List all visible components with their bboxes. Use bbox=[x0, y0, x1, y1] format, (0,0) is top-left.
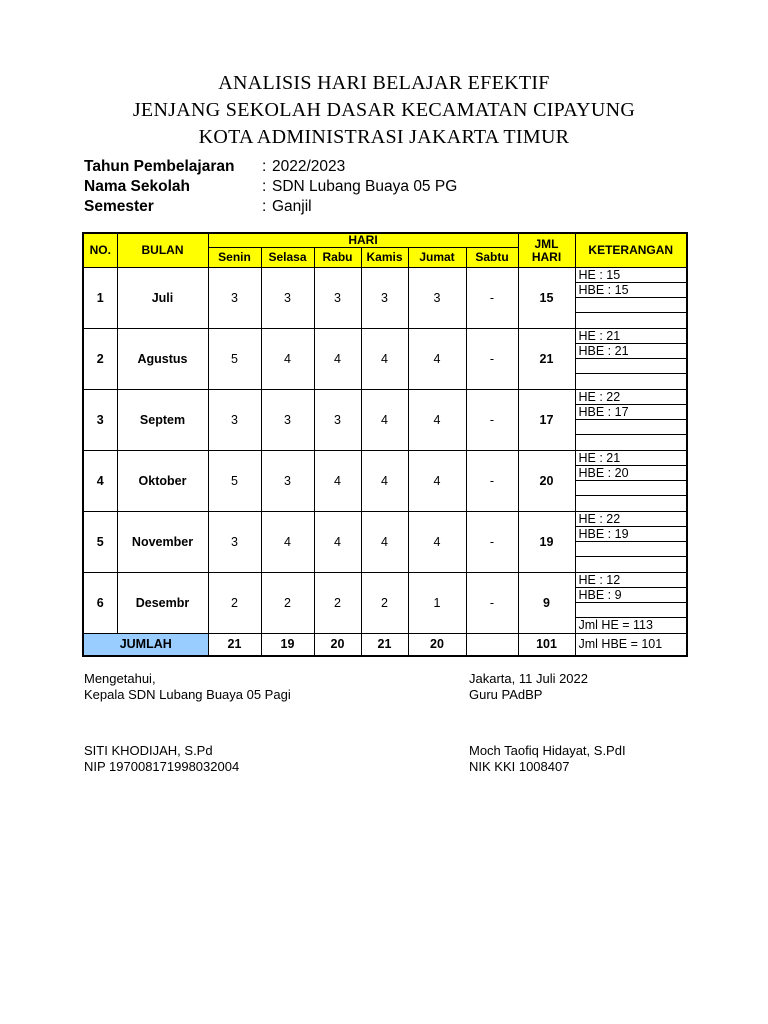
row-no: 1 bbox=[83, 268, 117, 329]
ket-line bbox=[576, 298, 687, 313]
total-label: JUMLAH bbox=[83, 634, 208, 656]
row-month: Desembr bbox=[117, 573, 208, 634]
signature-left-name: SITI KHODIJAH, S.Pd bbox=[84, 743, 213, 758]
info-colon: : bbox=[262, 158, 267, 175]
info-row-year bbox=[84, 157, 457, 177]
signature-left-line2: Kepala SDN Lubang Buaya 05 Pagi bbox=[84, 687, 291, 702]
row-jml-hari: 20 bbox=[518, 451, 575, 512]
ket-line: HBE : 19 bbox=[576, 527, 687, 542]
row-day-value: 4 bbox=[361, 451, 408, 512]
row-day-value: 4 bbox=[408, 390, 466, 451]
signature-right-line2: Guru PAdBP bbox=[469, 687, 543, 702]
row-day-value: - bbox=[466, 268, 518, 329]
ket-line bbox=[576, 359, 687, 374]
row-day-value: 3 bbox=[408, 268, 466, 329]
info-value: SDN Lubang Buaya 05 PG bbox=[272, 178, 458, 195]
row-day-value: 4 bbox=[261, 329, 314, 390]
total-day-value: 20 bbox=[408, 634, 466, 656]
row-no: 2 bbox=[83, 329, 117, 390]
row-day-value: 4 bbox=[314, 329, 361, 390]
row-keterangan bbox=[575, 268, 687, 329]
ket-line bbox=[576, 435, 687, 450]
row-keterangan bbox=[575, 451, 687, 512]
row-day-value: 4 bbox=[361, 329, 408, 390]
row-month: Juli bbox=[117, 268, 208, 329]
row-day-value: 4 bbox=[361, 512, 408, 573]
row-jml-hari: 19 bbox=[518, 512, 575, 573]
row-day-value: - bbox=[466, 451, 518, 512]
row-jml-hari: 9 bbox=[518, 573, 575, 634]
title-line-2: JENJANG SEKOLAH DASAR KECAMATAN CIPAYUNG bbox=[132, 99, 636, 121]
school-info bbox=[84, 157, 457, 217]
header-hari: HARI bbox=[208, 233, 518, 248]
header-jml-line1: JML bbox=[534, 236, 559, 251]
row-month: Agustus bbox=[117, 329, 208, 390]
signature-right-id: NIK KKI 1008407 bbox=[469, 759, 570, 774]
header-day-sabtu: Sabtu bbox=[466, 248, 518, 268]
row-month: November bbox=[117, 512, 208, 573]
info-colon: : bbox=[262, 198, 267, 215]
row-day-value: 3 bbox=[361, 268, 408, 329]
row-day-value: - bbox=[466, 329, 518, 390]
row-keterangan bbox=[575, 329, 687, 390]
info-value: 2022/2023 bbox=[272, 158, 346, 175]
row-day-value: - bbox=[466, 573, 518, 634]
header-jml-hari bbox=[518, 233, 575, 268]
info-label: Nama Sekolah bbox=[84, 178, 190, 195]
info-label: Tahun Pembelajaran bbox=[84, 158, 235, 175]
table-row bbox=[83, 573, 687, 634]
info-colon: : bbox=[262, 178, 267, 195]
row-day-value: 3 bbox=[208, 512, 261, 573]
effective-days-table bbox=[82, 232, 688, 657]
row-day-value: 4 bbox=[408, 329, 466, 390]
row-day-value: 3 bbox=[208, 390, 261, 451]
row-month: Oktober bbox=[117, 451, 208, 512]
total-day-value: 19 bbox=[261, 634, 314, 656]
signature-right-name: Moch Taofiq Hidayat, S.PdI bbox=[469, 743, 626, 758]
row-jml-hari: 17 bbox=[518, 390, 575, 451]
table-row bbox=[83, 451, 687, 512]
header-day-rabu: Rabu bbox=[314, 248, 361, 268]
ket-line bbox=[576, 420, 687, 435]
table-row bbox=[83, 329, 687, 390]
signature-left-identity bbox=[84, 743, 239, 775]
row-day-value: - bbox=[466, 512, 518, 573]
row-no: 3 bbox=[83, 390, 117, 451]
table-row bbox=[83, 512, 687, 573]
row-month: Septem bbox=[117, 390, 208, 451]
ket-line bbox=[576, 603, 687, 618]
row-day-value: 3 bbox=[314, 390, 361, 451]
table-row bbox=[83, 268, 687, 329]
total-day-value: 20 bbox=[314, 634, 361, 656]
row-day-value: 5 bbox=[208, 329, 261, 390]
header-bulan: BULAN bbox=[117, 233, 208, 268]
ket-line: HBE : 9 bbox=[576, 588, 687, 603]
total-keterangan: Jml HBE = 101 bbox=[575, 634, 687, 656]
ket-line bbox=[576, 313, 687, 328]
ket-line: HBE : 20 bbox=[576, 466, 687, 481]
ket-line bbox=[576, 557, 687, 572]
row-day-value: 3 bbox=[208, 268, 261, 329]
total-day-value: 21 bbox=[208, 634, 261, 656]
row-day-value: 3 bbox=[261, 268, 314, 329]
title-line-3: KOTA ADMINISTRASI JAKARTA TIMUR bbox=[198, 126, 570, 148]
ket-line: HE : 22 bbox=[576, 512, 687, 527]
signature-left-line1: Mengetahui, bbox=[84, 671, 156, 686]
ket-line bbox=[576, 481, 687, 496]
row-no: 6 bbox=[83, 573, 117, 634]
ket-line: HBE : 21 bbox=[576, 344, 687, 359]
header-day-kamis: Kamis bbox=[361, 248, 408, 268]
total-row bbox=[83, 634, 687, 656]
row-day-value: - bbox=[466, 390, 518, 451]
ket-line: HBE : 17 bbox=[576, 405, 687, 420]
ket-line: HE : 22 bbox=[576, 390, 687, 405]
signature-right-header bbox=[469, 671, 588, 703]
info-row-school bbox=[84, 177, 457, 197]
row-day-value: 4 bbox=[261, 512, 314, 573]
row-day-value: 4 bbox=[408, 451, 466, 512]
row-no: 4 bbox=[83, 451, 117, 512]
ket-line: Jml HE = 113 bbox=[578, 618, 653, 632]
signature-left-header bbox=[84, 671, 291, 703]
ket-line bbox=[576, 542, 687, 557]
row-day-value: 1 bbox=[408, 573, 466, 634]
title-line-1: ANALISIS HARI BELAJAR EFEKTIF bbox=[218, 72, 550, 94]
ket-line: HE : 15 bbox=[576, 268, 687, 283]
document-title bbox=[0, 70, 768, 151]
header-no: NO. bbox=[83, 233, 117, 268]
row-day-value: 3 bbox=[261, 390, 314, 451]
row-jml-hari: 21 bbox=[518, 329, 575, 390]
row-keterangan bbox=[575, 390, 687, 451]
ket-line: HE : 21 bbox=[576, 451, 687, 466]
total-day-value bbox=[466, 634, 518, 656]
ket-line bbox=[576, 496, 687, 511]
row-no: 5 bbox=[83, 512, 117, 573]
info-label: Semester bbox=[84, 198, 154, 215]
row-day-value: 3 bbox=[314, 268, 361, 329]
row-day-value: 4 bbox=[314, 451, 361, 512]
signature-right-line1: Jakarta, 11 Juli 2022 bbox=[469, 671, 588, 686]
ket-line: HE : 12 bbox=[576, 573, 687, 588]
row-day-value: 4 bbox=[361, 390, 408, 451]
row-keterangan bbox=[575, 512, 687, 573]
info-row-semester bbox=[84, 197, 457, 217]
header-day-jumat: Jumat bbox=[408, 248, 466, 268]
row-day-value: 2 bbox=[261, 573, 314, 634]
signature-left-id: NIP 197008171998032004 bbox=[84, 759, 240, 774]
row-day-value: 4 bbox=[408, 512, 466, 573]
ket-line: HBE : 15 bbox=[576, 283, 687, 298]
signature-right-identity bbox=[469, 743, 626, 775]
row-day-value: 2 bbox=[314, 573, 361, 634]
table-row bbox=[83, 390, 687, 451]
row-jml-hari: 15 bbox=[518, 268, 575, 329]
header-day-selasa: Selasa bbox=[261, 248, 314, 268]
header-keterangan: KETERANGAN bbox=[575, 233, 687, 268]
header-day-senin: Senin bbox=[208, 248, 261, 268]
total-jml-hari: 101 bbox=[518, 634, 575, 656]
ket-line: HE : 21 bbox=[576, 329, 687, 344]
ket-line bbox=[576, 374, 687, 389]
total-day-value: 21 bbox=[361, 634, 408, 656]
row-day-value: 2 bbox=[208, 573, 261, 634]
row-keterangan bbox=[575, 573, 687, 634]
header-jml-line2: HARI bbox=[531, 249, 562, 264]
row-day-value: 4 bbox=[314, 512, 361, 573]
row-day-value: 2 bbox=[361, 573, 408, 634]
row-day-value: 5 bbox=[208, 451, 261, 512]
row-day-value: 3 bbox=[261, 451, 314, 512]
info-value: Ganjil bbox=[272, 198, 312, 215]
